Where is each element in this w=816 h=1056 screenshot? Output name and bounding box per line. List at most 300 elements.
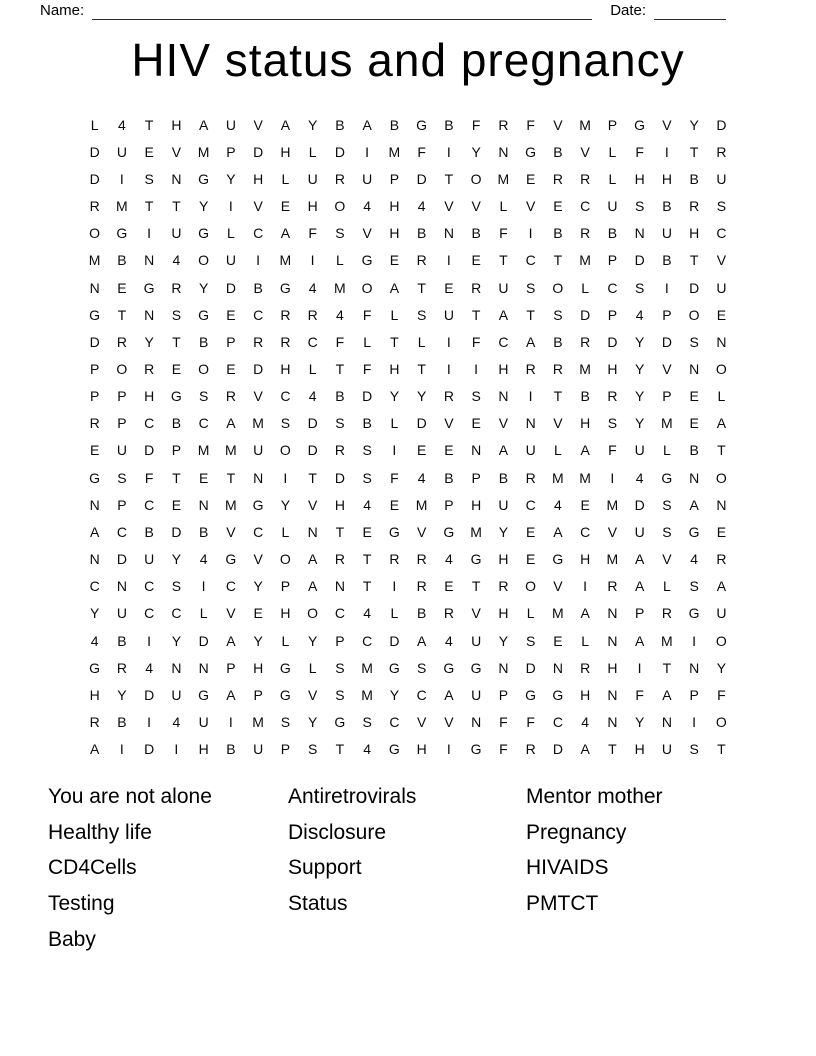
grid-cell: B	[389, 116, 400, 133]
grid-cell: N	[716, 496, 727, 513]
grid-cell: E	[389, 252, 400, 269]
grid-cell: T	[417, 360, 426, 377]
word-list-item: HIVAIDS	[526, 856, 609, 880]
grid-cell: N	[607, 686, 618, 703]
grid-cell: I	[664, 279, 669, 296]
grid-cell: N	[144, 252, 155, 269]
grid-cell: N	[89, 551, 100, 568]
grid-cell: B	[662, 198, 672, 215]
grid-cell: M	[579, 469, 591, 486]
grid-cell: N	[661, 714, 672, 731]
grid-cell: R	[89, 198, 100, 215]
grid-cell: P	[226, 333, 236, 350]
grid-cell: R	[416, 551, 427, 568]
grid-cell: D	[198, 632, 209, 649]
grid-cell: M	[661, 415, 673, 432]
grid-cell: Y	[498, 523, 509, 540]
grid-cell: Y	[389, 686, 400, 703]
grid-cell: O	[715, 714, 727, 731]
grid-cell: Y	[198, 279, 209, 296]
grid-cell: E	[389, 496, 400, 513]
grid-cell: D	[116, 551, 127, 568]
grid-cell: B	[416, 605, 427, 622]
grid-cell: T	[499, 252, 508, 269]
word-list-item: CD4Cells	[48, 856, 137, 880]
grid-cell: V	[253, 116, 263, 133]
grid-cell: C	[334, 605, 345, 622]
grid-cell: E	[253, 605, 263, 622]
grid-cell: Y	[198, 198, 209, 215]
grid-cell: E	[580, 496, 590, 513]
grid-cell: Y	[634, 714, 645, 731]
grid-cell: I	[283, 469, 288, 486]
grid-cell: L	[553, 442, 562, 459]
grid-cell: G	[688, 605, 700, 622]
grid-cell: N	[498, 143, 509, 160]
grid-cell: I	[228, 714, 233, 731]
grid-cell: Y	[253, 578, 263, 595]
grid-cell: N	[716, 333, 727, 350]
grid-cell: G	[279, 279, 291, 296]
grid-cell: B	[607, 225, 618, 242]
grid-cell: O	[198, 252, 210, 269]
grid-cell: U	[253, 741, 264, 758]
grid-cell: B	[362, 415, 372, 432]
grid-cell: F	[362, 360, 372, 377]
grid-cell: M	[197, 442, 210, 459]
word-list-item: Disclosure	[288, 820, 387, 844]
grid-cell: N	[89, 279, 100, 296]
grid-cell: N	[307, 523, 318, 540]
grid-cell: I	[228, 198, 233, 215]
grid-cell: R	[580, 659, 591, 676]
grid-cell: Y	[280, 496, 291, 513]
grid-cell: V	[471, 198, 481, 215]
grid-cell: M	[252, 415, 264, 432]
grid-cell: S	[607, 415, 618, 432]
grid-cell: C	[280, 388, 291, 405]
grid-cell: T	[471, 578, 481, 595]
grid-cell: B	[144, 523, 154, 540]
grid-cell: Y	[498, 632, 509, 649]
grid-cell: F	[499, 741, 508, 758]
grid-cell: V	[662, 116, 672, 133]
grid-cell: T	[335, 741, 345, 758]
grid-cell: F	[308, 225, 317, 242]
grid-cell: G	[688, 523, 700, 540]
grid-cell: R	[498, 116, 509, 133]
grid-cell: S	[117, 469, 127, 486]
grid-cell: O	[198, 360, 210, 377]
grid-cell: T	[144, 116, 154, 133]
grid-cell: M	[361, 686, 373, 703]
grid-cell: A	[416, 632, 427, 649]
grid-cell: 4	[553, 496, 562, 513]
grid-cell: O	[688, 306, 700, 323]
grid-cell: A	[89, 523, 100, 540]
grid-cell: U	[116, 143, 127, 160]
grid-cell: 4	[308, 279, 317, 296]
grid-cell: U	[471, 632, 482, 649]
grid-cell: N	[498, 388, 509, 405]
grid-cell: S	[662, 523, 672, 540]
grid-cell: N	[607, 632, 618, 649]
grid-cell: L	[608, 143, 617, 160]
grid-cell: P	[444, 496, 454, 513]
grid-cell: E	[716, 306, 727, 323]
grid-cell: E	[525, 523, 536, 540]
grid-cell: D	[334, 143, 345, 160]
grid-cell: L	[662, 442, 671, 459]
grid-cell: 4	[417, 469, 426, 486]
grid-cell: N	[525, 415, 536, 432]
grid-cell: A	[280, 116, 291, 133]
grid-cell: N	[171, 170, 182, 187]
grid-cell: O	[307, 605, 319, 622]
grid-cell: F	[390, 469, 399, 486]
grid-cell: F	[335, 333, 345, 350]
grid-cell: B	[335, 388, 345, 405]
grid-cell: H	[280, 605, 291, 622]
grid-cell: N	[89, 496, 100, 513]
grid-cell: U	[498, 279, 509, 296]
grid-cell: U	[443, 306, 454, 323]
grid-cell: E	[525, 170, 536, 187]
grid-cell: L	[281, 170, 290, 187]
grid-cell: B	[689, 170, 699, 187]
grid-cell: N	[144, 306, 155, 323]
grid-cell: B	[444, 469, 454, 486]
grid-cell: R	[525, 741, 536, 758]
word-list-item: Baby	[48, 927, 96, 951]
grid-cell: V	[525, 198, 536, 215]
grid-cell: B	[444, 116, 454, 133]
grid-cell: P	[89, 388, 100, 405]
grid-cell: L	[90, 116, 99, 133]
grid-cell: S	[280, 714, 291, 731]
grid-cell: H	[171, 116, 182, 133]
grid-cell: Y	[226, 170, 236, 187]
grid-cell: U	[144, 551, 155, 568]
grid-cell: L	[717, 388, 726, 405]
grid-cell: A	[689, 496, 699, 513]
grid-cell: 4	[335, 306, 344, 323]
grid-cell: D	[661, 333, 672, 350]
grid-cell: D	[89, 170, 100, 187]
grid-cell: 4	[635, 306, 644, 323]
grid-cell: Y	[389, 388, 400, 405]
grid-cell: P	[689, 686, 699, 703]
grid-cell: I	[446, 333, 451, 350]
grid-cell: E	[444, 442, 454, 459]
grid-cell: R	[116, 333, 127, 350]
grid-cell: P	[662, 388, 672, 405]
grid-cell: T	[117, 306, 127, 323]
grid-cell: G	[279, 659, 291, 676]
grid-cell: P	[226, 143, 236, 160]
grid-cell: R	[552, 360, 563, 377]
grid-cell: C	[580, 198, 591, 215]
word-list-item: Pregnancy	[526, 820, 627, 844]
grid-cell: M	[606, 551, 619, 568]
grid-cell: I	[256, 252, 261, 269]
grid-cell: E	[89, 442, 100, 459]
grid-cell: B	[498, 469, 509, 486]
grid-cell: C	[416, 686, 427, 703]
grid-cell: L	[390, 306, 399, 323]
grid-cell: B	[335, 116, 345, 133]
grid-cell: S	[416, 306, 427, 323]
grid-cell: V	[607, 523, 618, 540]
grid-cell: U	[116, 442, 127, 459]
grid-cell: G	[388, 659, 400, 676]
grid-cell: T	[662, 659, 672, 676]
grid-cell: A	[525, 333, 536, 350]
grid-cell: S	[307, 741, 318, 758]
grid-cell: B	[471, 225, 481, 242]
grid-cell: Y	[716, 659, 727, 676]
grid-cell: V	[226, 523, 236, 540]
grid-cell: D	[389, 632, 400, 649]
grid-cell: G	[470, 551, 482, 568]
grid-cell: T	[226, 469, 236, 486]
grid-cell: L	[608, 170, 617, 187]
grid-cell: V	[580, 143, 590, 160]
grid-cell: S	[198, 388, 209, 405]
grid-cell: B	[253, 279, 263, 296]
grid-cell: D	[253, 360, 264, 377]
grid-cell: F	[526, 714, 535, 731]
grid-cell: S	[362, 469, 372, 486]
grid-cell: P	[117, 415, 127, 432]
grid-cell: I	[446, 741, 451, 758]
grid-cell: B	[553, 333, 563, 350]
grid-cell: B	[689, 442, 699, 459]
grid-cell: P	[471, 469, 481, 486]
grid-cell: B	[198, 523, 209, 540]
grid-cell: M	[552, 605, 564, 622]
grid-cell: E	[525, 551, 536, 568]
word-list-item: You are not alone	[48, 785, 212, 808]
grid-cell: 4	[172, 252, 181, 269]
grid-cell: B	[580, 388, 590, 405]
grid-cell: T	[362, 551, 372, 568]
name-label: Name:	[40, 2, 85, 19]
grid-cell: H	[498, 605, 509, 622]
grid-cell: 4	[117, 116, 126, 133]
grid-cell: A	[389, 279, 400, 296]
grid-cell: V	[253, 388, 263, 405]
grid-cell: 4	[363, 605, 372, 622]
grid-cell: M	[88, 252, 101, 269]
grid-cell: N	[171, 659, 182, 676]
grid-cell: G	[198, 170, 210, 187]
grid-cell: G	[388, 523, 400, 540]
grid-cell: U	[307, 170, 318, 187]
grid-cell: E	[471, 415, 481, 432]
grid-cell: S	[362, 714, 372, 731]
grid-cell: H	[307, 198, 318, 215]
grid-cell: 4	[363, 198, 372, 215]
grid-cell: H	[580, 551, 591, 568]
grid-cell: E	[226, 306, 236, 323]
grid-cell: M	[116, 198, 128, 215]
grid-cell: G	[552, 686, 564, 703]
grid-cell: G	[198, 686, 210, 703]
grid-cell: I	[583, 578, 588, 595]
grid-cell: R	[334, 170, 345, 187]
grid-cell: E	[553, 632, 563, 649]
grid-cell: U	[661, 741, 672, 758]
grid-cell: C	[253, 225, 264, 242]
grid-cell: F	[417, 143, 426, 160]
grid-cell: I	[174, 741, 179, 758]
grid-cell: H	[607, 360, 618, 377]
grid-cell: U	[171, 686, 182, 703]
grid-cell: 4	[363, 741, 372, 758]
grid-cell: I	[446, 143, 451, 160]
grid-cell: Y	[89, 605, 100, 622]
grid-cell: C	[607, 279, 618, 296]
grid-cell: F	[526, 116, 535, 133]
page-title: HIV status and pregnancy	[131, 34, 685, 86]
grid-cell: R	[116, 659, 127, 676]
grid-cell: T	[471, 306, 481, 323]
grid-cell: A	[89, 741, 100, 758]
grid-cell: O	[89, 225, 101, 242]
grid-cell: O	[525, 578, 537, 595]
grid-cell: D	[171, 523, 182, 540]
word-list-item: Antiretrovirals	[288, 785, 417, 808]
grid-cell: L	[281, 632, 290, 649]
grid-cell: D	[144, 442, 155, 459]
date-label: Date:	[610, 2, 647, 19]
grid-cell: A	[498, 306, 509, 323]
grid-cell: H	[471, 496, 482, 513]
grid-cell: D	[525, 659, 536, 676]
grid-cell: Y	[253, 632, 263, 649]
grid-cell: T	[144, 198, 154, 215]
grid-cell: C	[552, 714, 563, 731]
grid-cell: O	[552, 279, 564, 296]
grid-cell: L	[308, 143, 317, 160]
grid-cell: B	[553, 225, 563, 242]
grid-cell: M	[579, 360, 591, 377]
grid-cell: C	[580, 523, 591, 540]
grid-cell: D	[716, 116, 727, 133]
grid-cell: R	[144, 360, 155, 377]
grid-cell: 4	[444, 632, 453, 649]
grid-cell: E	[198, 469, 209, 486]
grid-cell: U	[253, 442, 264, 459]
grid-cell: I	[119, 741, 124, 758]
word-search-grid	[81, 111, 735, 763]
grid-cell: O	[334, 198, 346, 215]
grid-cell: L	[662, 578, 671, 595]
grid-cell: G	[443, 659, 455, 676]
grid-cell: G	[225, 551, 237, 568]
grid-cell: H	[280, 360, 291, 377]
grid-cell: U	[634, 523, 645, 540]
grid-cell: C	[89, 578, 100, 595]
grid-cell: V	[553, 415, 563, 432]
grid-cell: I	[474, 360, 479, 377]
grid-cell: G	[334, 714, 346, 731]
grid-cell: M	[470, 523, 482, 540]
grid-cell: F	[144, 469, 154, 486]
word-list-item: Testing	[48, 892, 115, 916]
grid-cell: N	[689, 360, 700, 377]
grid-cell: L	[363, 333, 372, 350]
grid-cell: F	[471, 333, 481, 350]
grid-cell: S	[335, 659, 345, 676]
grid-cell: 4	[363, 496, 372, 513]
grid-cell: L	[526, 605, 535, 622]
grid-cell: F	[635, 143, 644, 160]
grid-cell: N	[689, 469, 700, 486]
grid-cell: D	[225, 279, 236, 296]
grid-cell: E	[362, 523, 372, 540]
grid-cell: L	[581, 279, 590, 296]
grid-cell: P	[117, 388, 127, 405]
grid-cell: R	[716, 143, 727, 160]
grid-cell: 4	[635, 469, 644, 486]
grid-cell: V	[716, 252, 727, 269]
grid-cell: M	[197, 143, 210, 160]
grid-cell: L	[499, 198, 508, 215]
grid-cell: C	[525, 496, 536, 513]
grid-cell: S	[171, 578, 182, 595]
grid-cell: G	[525, 686, 537, 703]
grid-cell: B	[226, 741, 236, 758]
grid-cell: E	[171, 360, 182, 377]
grid-cell: P	[117, 496, 127, 513]
grid-cell: E	[689, 388, 699, 405]
grid-cell: T	[717, 442, 726, 459]
grid-cell: C	[253, 306, 264, 323]
grid-cell: D	[416, 170, 427, 187]
grid-cell: R	[580, 225, 591, 242]
grid-cell: L	[308, 360, 317, 377]
grid-cell: T	[717, 741, 726, 758]
grid-cell: S	[634, 198, 645, 215]
grid-cell: R	[661, 605, 672, 622]
grid-cell: T	[689, 143, 699, 160]
grid-cell: C	[362, 632, 373, 649]
grid-cell: M	[388, 143, 401, 160]
grid-cell: B	[117, 632, 127, 649]
grid-cell: E	[280, 198, 291, 215]
grid-cell: Y	[117, 686, 127, 703]
grid-cell: D	[334, 469, 345, 486]
grid-cell: H	[389, 198, 400, 215]
grid-cell: P	[253, 686, 263, 703]
grid-cell: D	[634, 496, 645, 513]
grid-cell: M	[361, 659, 373, 676]
grid-cell: S	[525, 279, 536, 296]
grid-cell: I	[119, 170, 124, 187]
grid-cell: A	[226, 415, 236, 432]
grid-cell: S	[525, 632, 536, 649]
word-list-column	[288, 779, 526, 958]
grid-cell: D	[253, 143, 264, 160]
grid-cell: U	[198, 714, 209, 731]
grid-cell: V	[226, 605, 236, 622]
grid-cell: D	[689, 279, 700, 296]
grid-cell: U	[716, 605, 727, 622]
grid-cell: F	[635, 686, 644, 703]
grid-cell: V	[471, 605, 481, 622]
